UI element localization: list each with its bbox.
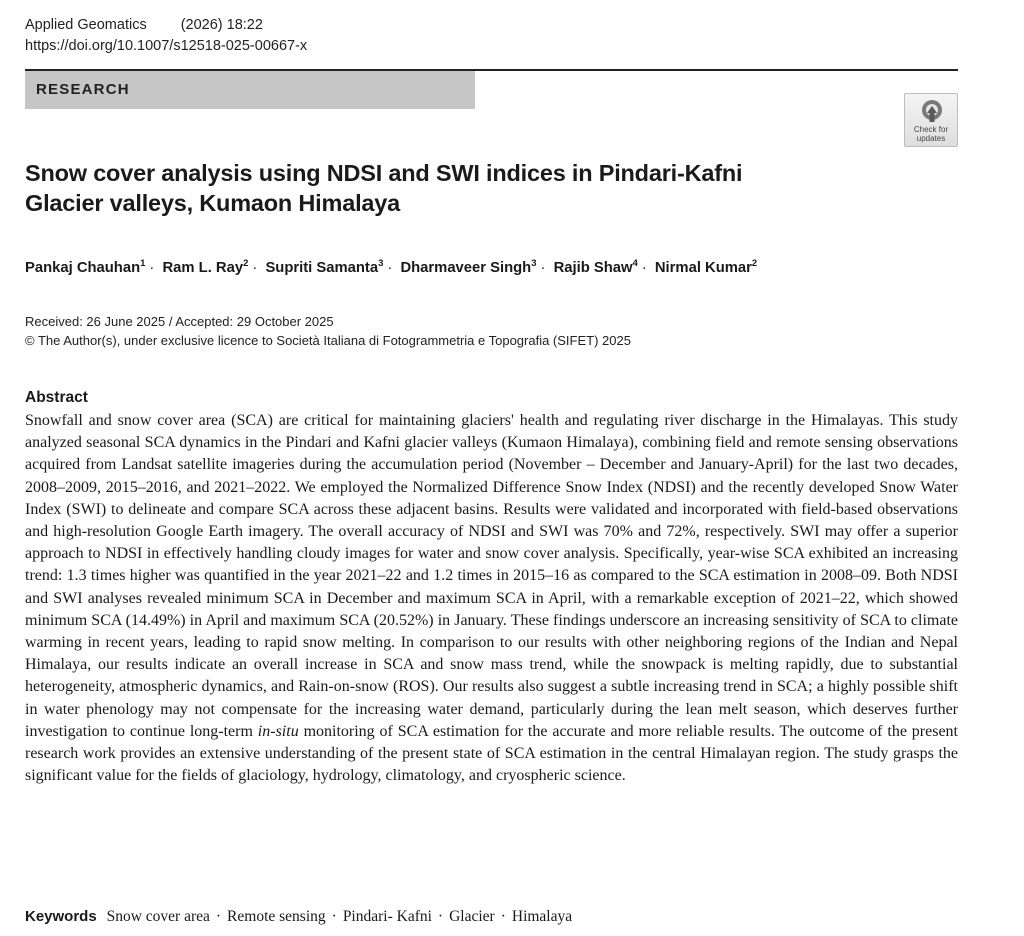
check-for-updates-badge[interactable] <box>904 93 958 147</box>
author-separator: · <box>149 260 155 276</box>
journal-name: Applied Geomatics <box>25 17 147 33</box>
title-line-1: Snow cover analysis using NDSI and SWI indices in Pindari-Kafni <box>25 160 743 186</box>
keywords <box>25 907 572 927</box>
author-name[interactable]: Supriti Samanta <box>265 260 379 276</box>
keyword-item: Snow cover area <box>106 908 210 925</box>
author-affiliation: 2 <box>751 258 758 269</box>
keyword-separator: · <box>500 908 506 925</box>
title-line-2: Glacier valleys, Kumaon Himalaya <box>25 190 401 216</box>
author-name[interactable]: Nirmal Kumar <box>654 260 752 276</box>
author-name[interactable]: Ram L. Ray <box>162 260 244 276</box>
article-type-label: RESEARCH <box>36 81 130 98</box>
author-affiliation: 1 <box>140 258 146 269</box>
author-separator: · <box>540 260 546 276</box>
keyword-item: Glacier <box>449 908 495 925</box>
author-name[interactable]: Rajib Shaw <box>553 260 633 276</box>
badge-line-2: updates <box>916 134 946 143</box>
check-for-updates-icon <box>921 99 943 123</box>
received-accepted-dates: Received: 26 June 2025 / Accepted: 29 October 2025 <box>25 314 334 329</box>
article-title <box>25 158 885 218</box>
keyword-item: Remote sensing <box>227 908 326 925</box>
abstract-part-1: Snowfall and snow cover area (SCA) are critical for maintaining glaciers' health and regulating river discharge in the Himalayas. This study analyzed seasonal SCA dynamics in the Pindari and Kafni glacier valleys (Kumaon Himalaya), combining field and remote sensing observations acquired from Landsat satellite imageries during the accumulation period (November – December and January-April) for the last two decades, 2008–2009, 2015–2016, and 2021–2022. We employed the Normalized Difference Snow Index (NDSI) and the recently developed Snow Water Index (SWI) to delineate and compare SCA across these adjacent basins. Results were validated and incorporated with field-based observations and high-resolution Google Earth imagery. The overall accuracy of NDSI and SWI was 70% and 72%, respectively. SWI may offer a superior approach to NDSI in effectively handling cloudy images for water and snow cover analysis. Specifically, year-wise SCA exhibited an increasing trend: 1.3 times higher was quantified in the year 2021–22 and 1.2 times in 2015–16 as compared to the SCA estimation in 2008–09. Both NDSI and SWI analyses revealed minimum SCA in December and maximum SCA in April, with a remarkable exception of 2021–22, which showed minimum SCA (14.49%) in April and maximum SCA (20.52%) in January. These findings underscore an increasing sensitivity of SCA to climate warming in recent years, leading to rapid snow melting. In comparison to our results with other neighboring regions of the Indian and Nepal Himalaya, our results indicate an overall increase in SCA and snow mass trend, while the snowpack is melting rapidly, due to substantial heterogeneity, atmospheric dynamics, and Rain-on-snow (ROS). Our results also suggest a subtle increasing trend in SCA; a highly possible shift in water phenology may not compensate for the increasing water demand, particularly during the lean melt season, which deserves further investigation to continue long-term <box>25 412 958 740</box>
abstract-heading: Abstract <box>25 389 88 406</box>
keyword-separator: · <box>331 908 337 925</box>
check-for-updates-label <box>905 125 957 143</box>
badge-line-1: Check for <box>913 125 949 134</box>
copyright-notice: © The Author(s), under exclusive licence to Società Italiana di Fotogrammetria e Topografia (SIFET) 2025 <box>25 333 631 348</box>
author-name[interactable]: Pankaj Chauhan <box>25 260 141 276</box>
keyword-separator: · <box>215 908 222 925</box>
keyword-separator: · <box>437 908 444 925</box>
author-separator: · <box>641 260 647 276</box>
author-affiliation: 4 <box>632 258 638 269</box>
author-name[interactable]: Dharmaveer Singh <box>400 260 532 276</box>
keyword-item: Pindari- Kafni <box>342 908 432 925</box>
doi-link[interactable]: https://doi.org/10.1007/s12518-025-00667-x <box>25 38 308 54</box>
abstract-italic-term: in-situ <box>257 722 299 740</box>
journal-volume: (2026) 18:22 <box>180 17 263 33</box>
keywords-label: Keywords <box>25 908 97 925</box>
author-affiliation: 3 <box>531 258 537 269</box>
author-separator: · <box>387 260 393 276</box>
author-affiliation: 2 <box>243 258 249 269</box>
article-type-bar <box>25 71 475 109</box>
abstract-part-2: monitoring of SCA estimation for the accurate and more reliable results. The outcome of the present research work provides an extensive understanding of the present state of SCA estimation in the central Himalayan region. The study grasps the significant value for the fields of glaciology, hydrology, climatology, and cryospheric science. <box>25 722 958 785</box>
author-separator: · <box>252 260 258 276</box>
abstract-text <box>25 410 958 787</box>
journal-header <box>25 16 263 35</box>
author-affiliation: 3 <box>378 258 384 269</box>
keyword-item: Himalaya <box>511 908 573 925</box>
author-list <box>25 258 757 278</box>
